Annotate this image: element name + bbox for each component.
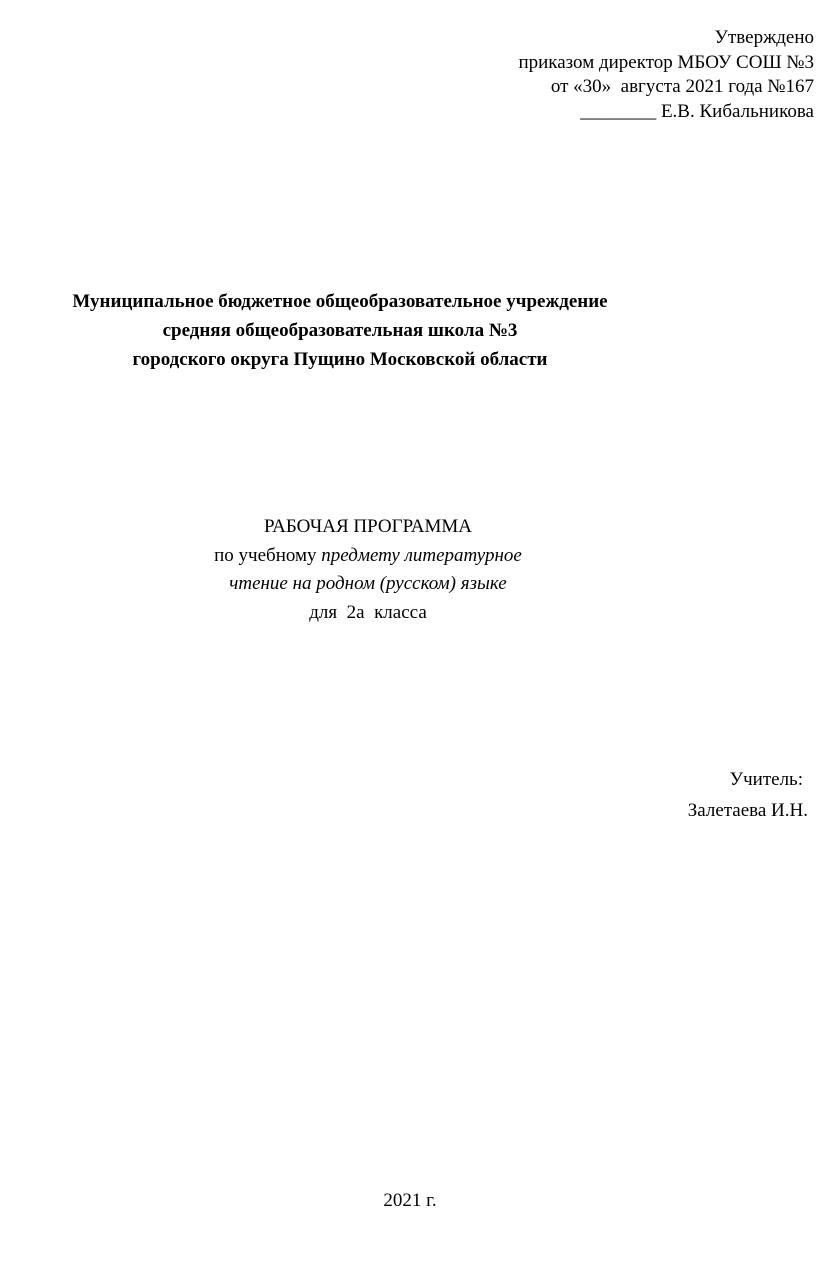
institution-name-line-2: средняя общеобразовательная школа №3 <box>162 320 518 341</box>
program-grade: для 2а класса <box>309 601 427 623</box>
program-subject-line-2: чтение на родном (русском) языке <box>229 573 507 594</box>
document-year: 2021 г. <box>383 1190 437 1211</box>
approval-heading: Утверждено <box>714 27 814 48</box>
program-subject-prefix: по учебному <box>214 544 322 566</box>
teacher-label: Учитель: <box>729 769 803 790</box>
institution-name-line-3: городского округа Пущино Московской области <box>132 349 548 370</box>
approval-date-line: от «30» августа 2021 года №167 <box>550 76 814 97</box>
program-subject-name-part-1: предмету литературное <box>321 544 522 566</box>
teacher-name: Залетаева И.Н. <box>687 800 808 821</box>
institution-name-line-1: Муниципальное бюджетное общеобразовательное учреждение <box>72 291 608 312</box>
program-title-block <box>0 513 736 627</box>
teacher-block <box>504 764 808 826</box>
approval-block <box>394 26 814 124</box>
approval-signature-line: ________ Е.В. Кибальникова <box>580 100 814 122</box>
program-title: РАБОЧАЯ ПРОГРАММА <box>264 516 472 537</box>
institution-block <box>0 287 680 374</box>
program-subject-line-1 <box>0 542 736 571</box>
approval-order-line: приказом директор МБОУ СОШ №3 <box>518 51 814 73</box>
